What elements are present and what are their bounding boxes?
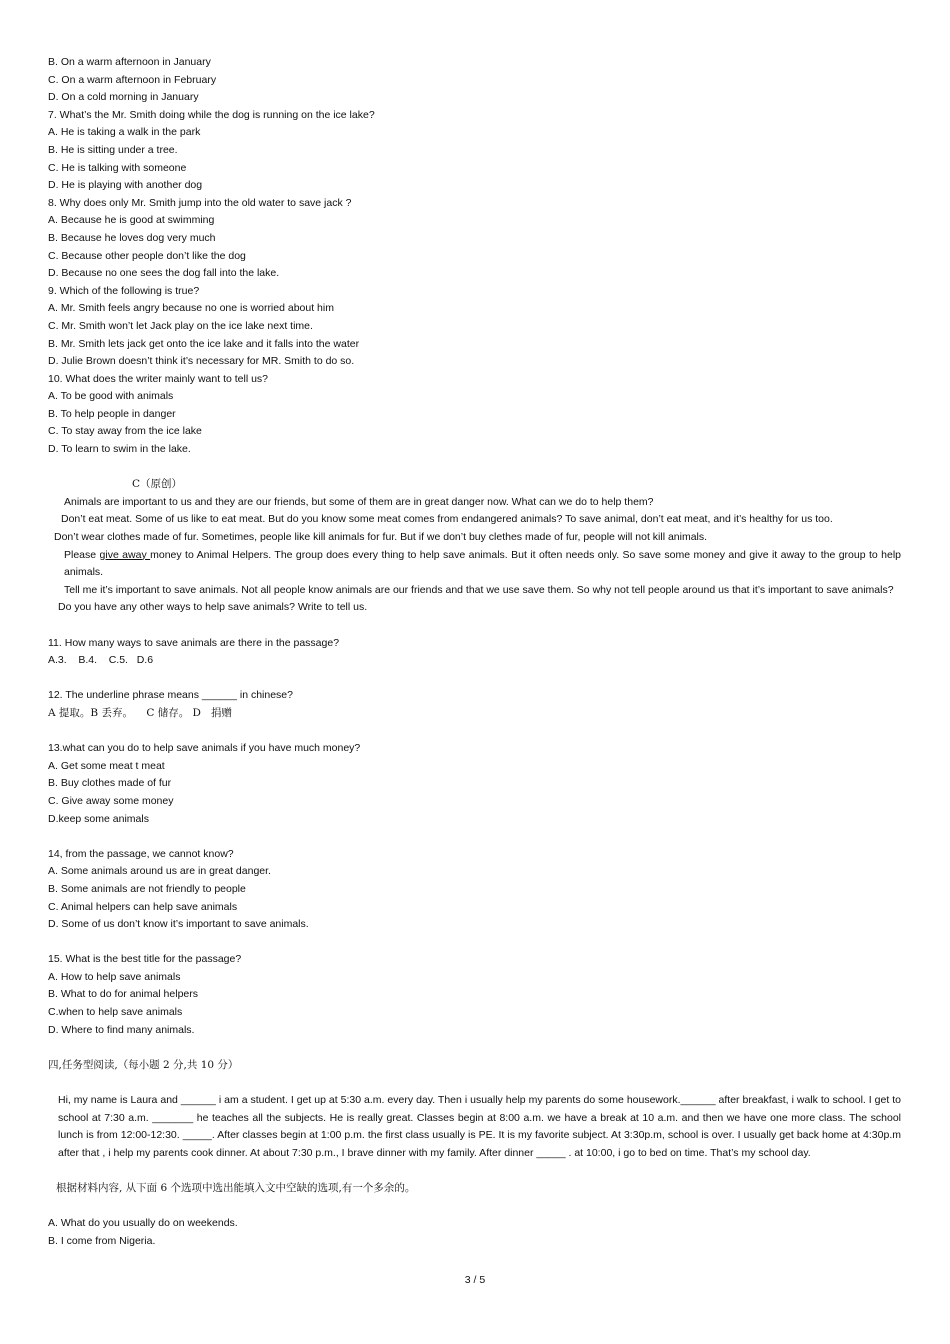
q12-question: 12. The underline phrase means ______ in chinese? [48, 689, 293, 702]
q11-options: A.3. B.4. C.5. D.6 [48, 654, 154, 667]
q13-option-b: B. Buy clothes made of fur [48, 777, 172, 790]
p4-text-after: money to Animal Helpers. The group does every thing to help save animals. But it often needs only. So save some money and give it away to the group to help animals. [64, 548, 901, 579]
q15-option-b: B. What to do for animal helpers [48, 988, 198, 1001]
q15-option-c: C.when to help save animals [48, 1006, 183, 1019]
section-4 [48, 1057, 901, 1251]
section-4-option-b: B. I come from Nigeria. [48, 1234, 156, 1247]
section-c-paragraph-5: Tell me it’s important to save animals. Not all people know animals are our friends and that we use save them. So why not tell people around us that it’s important to save animals? [64, 583, 894, 596]
question-11 [48, 635, 901, 670]
q8-option-c: C. Because other people don’t like the dog [48, 249, 246, 262]
question-14 [48, 846, 901, 934]
section-4-passage: Hi, my name is Laura and ______ i am a student. I get up at 5:30 a.m. every day. Then i usually help my parents do some housework.______ after breakfast, i walk to school. I get to school at 7:30 a.m. _______ he teaches all the subjects. He is really great. Classes begin at 8:00 a.m. we have a break at 10 a.m. and then we have one more class. The school lunch is from 12:00-12:30. _____. After classes begin at 1:00 p.m. the first class usually is PE. It is my favorite subject. At 3:30p.m, school is over. I usually get back home at 4:30p.m after that , i help my parents cook dinner. At about 7:30 p.m., I brave dinner with my family. After dinner _____ . at 10:00, i go to bed on time. That’s my school day. [58, 1094, 901, 1159]
q9-option-1: A. Mr. Smith feels angry because no one is worried about him [48, 302, 334, 315]
question-13 [48, 740, 901, 828]
q10-option-d: D. To learn to swim in the lake. [48, 443, 191, 456]
q9-option-4: D. Julie Brown doesn’t think it’s necessary for MR. Smith to do so. [48, 355, 355, 368]
section-c-paragraph-4 [48, 547, 901, 582]
q13-option-d: D.keep some animals [48, 812, 149, 825]
q9-option-3: B. Mr. Smith lets jack get onto the ice lake and it falls into the water [48, 337, 360, 350]
q14-option-d: D. Some of us don’t know it’s important to save animals. [48, 918, 309, 931]
underlined-phrase: give away [99, 548, 151, 561]
q9-option-2: C. Mr. Smith won’t let Jack play on the ice lake next time. [48, 319, 313, 332]
q10-option-b: B. To help people in danger [48, 407, 176, 420]
q12-options: A 提取。B 丢弃。 C 储存。 D 捐赠 [48, 706, 232, 719]
section-c-paragraph-6: Do you have any other ways to help save animals? Write to tell us. [58, 601, 368, 614]
q6-option-d: D. On a cold morning in January [48, 91, 199, 104]
section-c-paragraph-1: Animals are important to us and they are our friends, but some of them are in great danger now. What can we do to help them? [64, 495, 654, 508]
q7-option-d: D. He is playing with another dog [48, 179, 203, 192]
question-15 [48, 951, 901, 1039]
q8-question: 8. Why does only Mr. Smith jump into the old water to save jack ? [48, 196, 352, 209]
q7-option-a: A. He is taking a walk in the park [48, 126, 201, 139]
q8-option-a: A. Because he is good at swimming [48, 214, 215, 227]
q15-option-d: D. Where to find many animals. [48, 1023, 195, 1036]
q8-option-b: B. Because he loves dog very much [48, 231, 216, 244]
question-7 [48, 107, 901, 195]
q10-option-c: C. To stay away from the ice lake [48, 425, 202, 438]
question-8 [48, 195, 901, 283]
q14-question: 14, from the passage, we cannot know? [48, 847, 234, 860]
question-10 [48, 371, 901, 459]
q7-option-b: B. He is sitting under a tree. [48, 143, 178, 156]
q13-option-a: A. Get some meat t meat [48, 759, 165, 772]
document-page [48, 54, 901, 1250]
q6-options [48, 54, 901, 107]
section-c-paragraph-2: Don’t eat meat. Some of us like to eat meat. But do you know some meat comes from endangered animals? To save animal, don’t eat meat, and it’s healthy for us too. [61, 513, 833, 526]
q8-option-d: D. Because no one sees the dog fall into the lake. [48, 267, 280, 280]
question-9 [48, 283, 901, 371]
section-c-title: C（原创） [132, 478, 183, 491]
section-c-passage [48, 476, 901, 617]
q11-question: 11. How many ways to save animals are there in the passage? [48, 636, 340, 649]
q10-option-a: A. To be good with animals [48, 390, 174, 403]
q7-question: 7. What’s the Mr. Smith doing while the dog is running on the ice lake? [48, 108, 375, 121]
q14-option-b: B. Some animals are not friendly to people [48, 882, 246, 895]
question-12 [48, 687, 901, 722]
q14-option-c: C. Animal helpers can help save animals [48, 900, 238, 913]
q14-option-a: A. Some animals around us are in great danger. [48, 865, 271, 878]
section-4-heading: 四,任务型阅读,（每小题 2 分,共 10 分） [48, 1058, 239, 1071]
q9-question: 9. Which of the following is true? [48, 284, 200, 297]
page-number: 3 / 5 [464, 1274, 486, 1286]
q15-option-a: A. How to help save animals [48, 970, 181, 983]
section-c-paragraph-3: Don’t wear clothes made of fur. Sometimes, people like kill animals for fur. But if we don’t buy clethes made of fur, people will not kill animals. [54, 531, 708, 544]
section-4-instruction: 根据材料内容, 从下面 6 个选项中选出能填入文中空缺的选项,有一个多余的。 [56, 1182, 416, 1194]
q13-question: 13.what can you do to help save animals if you have much money? [48, 742, 361, 755]
q6-option-b: B. On a warm afternoon in January [48, 56, 211, 68]
q7-option-c: C. He is talking with someone [48, 161, 187, 174]
q13-option-c: C. Give away some money [48, 794, 174, 807]
q10-question: 10. What does the writer mainly want to tell us? [48, 372, 269, 385]
q6-option-c: C. On a warm afternoon in February [48, 73, 217, 86]
p4-text-before: Please [64, 548, 100, 561]
section-4-option-a: A. What do you usually do on weekends. [48, 1217, 238, 1230]
q15-question: 15. What is the best title for the passage? [48, 953, 242, 966]
